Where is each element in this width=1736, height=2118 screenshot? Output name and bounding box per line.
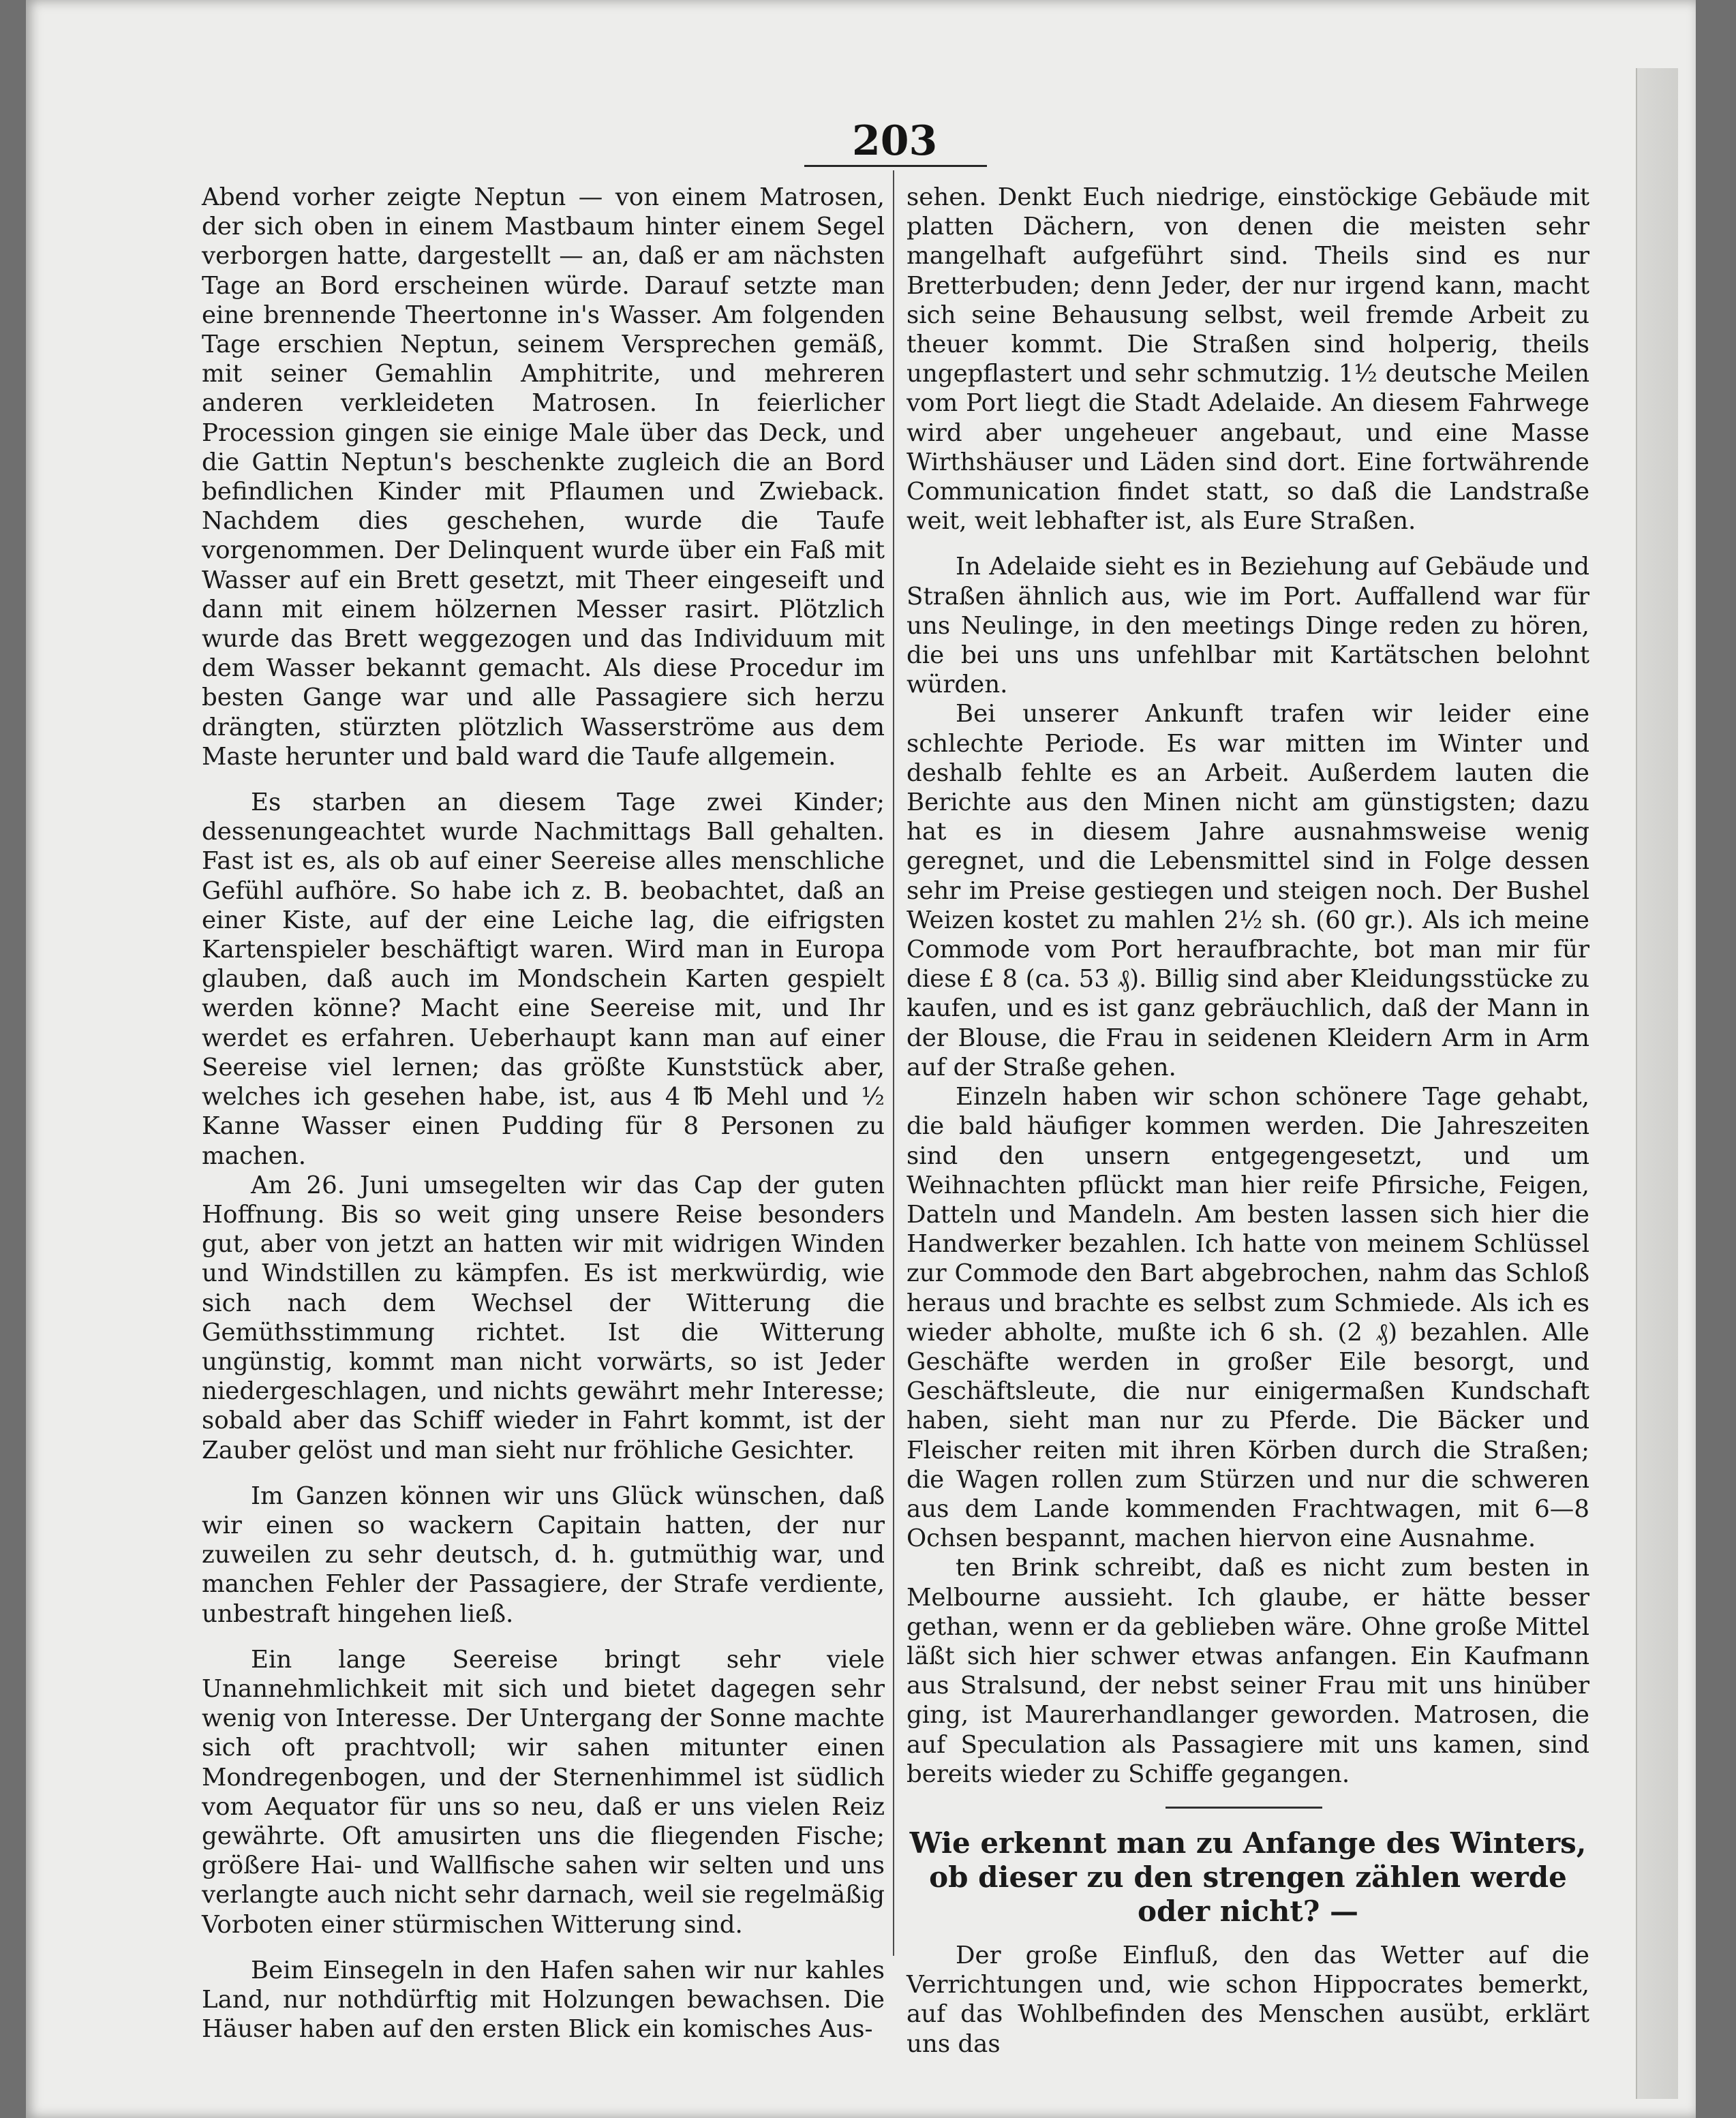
page-number-rule [804, 165, 987, 167]
page-edge-shadow [1636, 68, 1678, 2099]
paragraph: Der große Einfluß, den das Wetter auf die Verrichtungen und, wie schon Hippocrates bemerkt, auf das Wohlbefinden des Menschen ausübt, erklärt uns das [907, 1941, 1589, 2058]
paragraph: Im Ganzen können wir uns Glück wünschen, daß wir einen so wackern Capitain hatten, der nur zuweilen zu sehr deutsch, d. h. gutmüthig war, und manchen Fehler der Passagiere, der Strafe verdiente, unbestraft hingehen ließ. [202, 1482, 885, 1628]
scanned-page [26, 0, 1696, 2118]
paragraph: Beim Einsegeln in den Hafen sahen wir nur kahles Land, nur nothdürftig mit Holzungen bewachsen. Die Häuser haben auf den ersten Blick ein komisches Aus- [202, 1956, 885, 2044]
paragraph: Einzeln haben wir schon schönere Tage gehabt, die bald häufiger kommen werden. Die Jahreszeiten sind den unsern entgegengesetzt, und um Weihnachten pflückt man hier reife Pfirsiche, Feigen, Datteln und Mandeln. Am besten lassen sich hier die Handwerker bezahlen. Ich hatte von meinem Schlüssel zur Commode den Bart abgebrochen, nahm das Schloß heraus und brachte es selbst zum Schmiede. Als ich es wieder abholte, mußte ich 6 sh. (2 ₰) bezahlen. Alle Geschäfte werden in großer Eile besorgt, und Geschäftsleute, die nur einigermaßen Kundschaft haben, sieht man nur zu Pferde. Die Bäcker und Fleischer reiten mit ihren Körben durch die Straßen; die Wagen rollen zum Stürzen und nur die schweren aus dem Lande kommenden Frachtwagen, mit 6—8 Ochsen bespannt, machen hiervon eine Ausnahme. [907, 1083, 1589, 1553]
page-number: 203 [852, 117, 938, 165]
paragraph: Es starben an diesem Tage zwei Kinder; dessenungeachtet wurde Nachmittags Ball gehalten. Fast ist es, als ob auf einer Seereise alles menschliche Gefühl aufhöre. So habe ich z. B. beobachtet, daß an einer Kiste, auf der eine Leiche lag, die eifrigsten Kartenspieler beschäftigt waren. Wird man in Europa glauben, daß auch im Mondschein Karten gespielt werden könne? Macht eine Seereise mit, und Ihr werdet es erfahren. Ueberhaupt kann man auf einer Seereise viel lernen; das größte Kunststück aber, welches ich gesehen habe, ist, aus 4 ℔ Mehl und ½ Kanne Wasser einen Pudding für 8 Personen zu machen. [202, 788, 885, 1170]
section-heading: Wie erkennt man zu Anfange des Winters, ob dieser zu den strengen zählen werde oder nicht? — [909, 1826, 1587, 1928]
paragraph: In Adelaide sieht es in Beziehung auf Gebäude und Straßen ähnlich aus, wie im Port. Auffallend war für uns Neulinge, in den meetings Dinge reden zu hören, die bei uns uns unfehlbar mit Kartätschen belohnt würden. [907, 553, 1589, 699]
right-column [907, 183, 1589, 2059]
paragraph: sehen. Denkt Euch niedrige, einstöckige Gebäude mit platten Dächern, von denen die meisten sehr mangelhaft aufgeführt sind. Theils sind es nur Bretterbuden; denn Jeder, der nur irgend kann, macht sich seine Behausung selbst, weil fremde Arbeit zu theuer kommt. Die Straßen sind holperig, theils ungepflastert und sehr schmutzig. 1½ deutsche Meilen vom Port liegt die Stadt Adelaide. An diesem Fahrwege wird aber ungeheuer angebaut, und eine Masse Wirthshäuser und Läden sind dort. Eine fortwährende Communication findet statt, so daß die Landstraße weit, weit lebhafter ist, als Eure Straßen. [907, 183, 1589, 536]
column-divider [893, 170, 894, 1956]
paragraph: Abend vorher zeigte Neptun — von einem Matrosen, der sich oben in einem Mastbaum hinter einem Segel verborgen hatte, dargestellt — an, daß er am nächsten Tage an Bord erscheinen würde. Darauf setzte man eine brennende Theertonne in's Wasser. Am folgenden Tage erschien Neptun, seinem Versprechen gemäß, mit seiner Gemahlin Amphitrite, und mehreren anderen verkleideten Matrosen. In feierlicher Procession gingen sie einige Male über das Deck, und die Gattin Neptun's beschenkte zugleich die an Bord befindlichen Kinder mit Pflaumen und Zwieback. Nachdem dies geschehen, wurde die Taufe vorgenommen. Der Delinquent wurde über ein Faß mit Wasser auf ein Brett gesetzt, mit Theer eingeseift und dann mit einem hölzernen Messer rasirt. Plötzlich wurde das Brett weggezogen und das Individuum mit dem Wasser bekannt gemacht. Als diese Procedur im besten Gange war und alle Passagiere sich herzu drängten, stürzten plötzlich Wasserströme aus dem Maste herunter und bald ward die Taufe allgemein. [202, 183, 885, 771]
paragraph: ten Brink schreibt, daß es nicht zum besten in Melbourne aussieht. Ich glaube, er hätte besser gethan, wenn er da geblieben wäre. Ohne große Mittel läßt sich hier schwer etwas anfangen. Ein Kaufmann aus Stralsund, der nebst seiner Frau mit uns hinüber ging, ist Maurerhandlanger geworden. Matrosen, die auf Speculation als Passagiere mit uns kamen, sind bereits wieder zu Schiffe gegangen. [907, 1554, 1589, 1788]
left-column [202, 183, 885, 2044]
paragraph: Bei unserer Ankunft trafen wir leider eine schlechte Periode. Es war mitten im Winter und deshalb fehlte es an Arbeit. Außerdem lauten die Berichte aus den Minen nicht am günstigsten; dazu hat es in diesem Jahre ausnahmsweise wenig geregnet, und die Lebensmittel sind in Folge dessen sehr im Preise gestiegen und steigen noch. Der Bushel Weizen kostet zu mahlen 2½ sh. (60 gr.). Als ich meine Commode vom Port heraufbrachte, bot man mir für diese £ 8 (ca. 53 ₰). Billig sind aber Kleidungsstücke zu kaufen, und es ist ganz gebräuchlich, daß der Mann in der Blouse, die Frau in seidenen Kleidern Arm in Arm auf der Straße gehen. [907, 700, 1589, 1081]
section-separator-rule [1166, 1807, 1322, 1809]
paragraph: Ein lange Seereise bringt sehr viele Unannehmlichkeit mit sich und bietet dagegen sehr wenig von Interesse. Der Untergang der Sonne machte sich oft prachtvoll; wir sahen mitunter einen Mondregenbogen, und der Sternenhimmel ist südlich vom Aequator für uns so neu, daß er uns vielen Reiz gewährte. Oft amusirten uns die fliegenden Fische; größere Hai- und Wallfische sahen wir selten und uns verlangte auch nicht sehr darnach, weil sie regelmäßig Vorboten einer stürmischen Witterung sind. [202, 1645, 885, 1939]
paragraph: Am 26. Juni umsegelten wir das Cap der guten Hoffnung. Bis so weit ging unsere Reise besonders gut, aber von jetzt an hatten wir mit widrigen Winden und Windstillen zu kämpfen. Es ist merkwürdig, wie sich nach dem Wechsel der Witterung die Gemüthsstimmung richtet. Ist die Witterung ungünstig, kommt man nicht vorwärts, so ist Jeder niedergeschlagen, und nichts gewährt mehr Interesse; sobald aber das Schiff wieder in Fahrt kommt, ist der Zauber gelöst und man sieht nur fröhliche Gesichter. [202, 1171, 885, 1464]
